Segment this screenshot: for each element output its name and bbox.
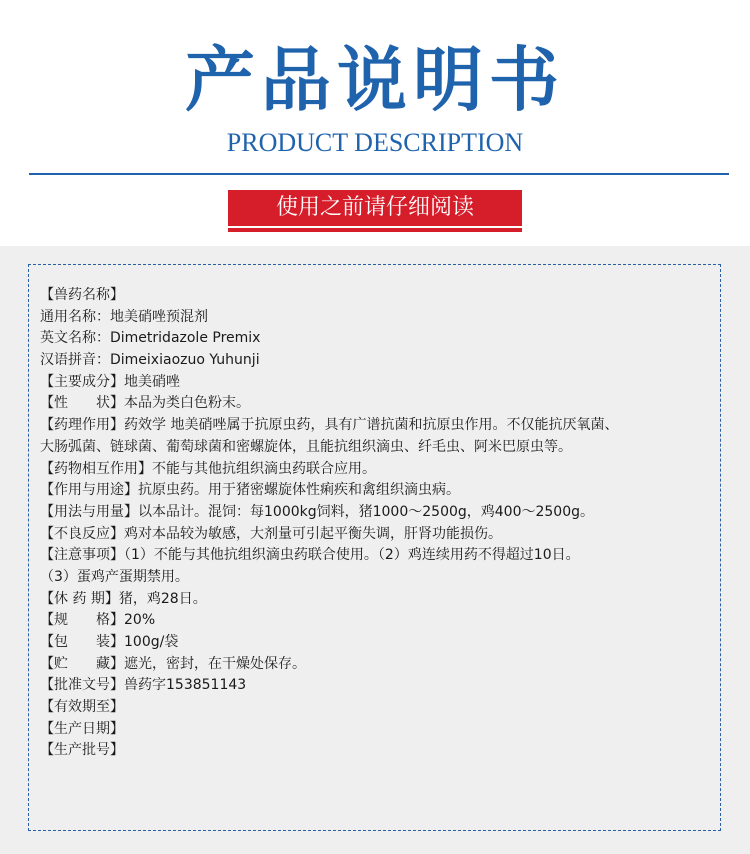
description-line: 【生产日期】 <box>40 720 124 737</box>
description-line: 【有效期至】 <box>40 699 124 716</box>
read-notice-banner: 使用之前请仔细阅读 <box>228 190 522 226</box>
description-text <box>40 285 746 762</box>
description-line: 通用名称：地美硝唑预混剂 <box>40 308 208 325</box>
description-line: 【药物相互作用】不能与其他抗组织滴虫药联合应用。 <box>40 460 376 477</box>
description-line: 大肠弧菌、链球菌、葡萄球菌和密螺旋体，且能抗组织滴虫、纤毛虫、阿米巴原虫等。 <box>40 438 572 455</box>
description-line: （3）蛋鸡产蛋期禁用。 <box>40 568 189 585</box>
description-line: 【生产批号】 <box>40 742 124 759</box>
description-line: 【注意事项】（1）不能与其他抗组织滴虫药联合使用。（2）鸡连续用药不得超过10日。 <box>40 547 580 564</box>
description-line: 【主要成分】地美硝唑 <box>40 373 180 390</box>
description-line: 【贮 藏】遮光，密封，在干燥处保存。 <box>40 655 306 672</box>
description-line: 【作用与用途】抗原虫药。用于猪密螺旋体性痢疾和禽组织滴虫病。 <box>40 482 460 499</box>
description-line: 【休 药 期】猪，鸡28日。 <box>40 590 207 607</box>
description-line: 【包 装】100g/袋 <box>40 634 179 650</box>
page-title: 产品说明书 <box>185 38 565 121</box>
description-line: 【用法与用量】以本品计。混饲：每1000kg饲料，猪1000～2500g，鸡400～2500g。 <box>40 503 595 520</box>
description-line: 【批准文号】兽药字153851143 <box>40 677 247 694</box>
description-line: 【不良反应】鸡对本品较为敏感，大剂量可引起平衡失调，肝肾功能损伤。 <box>40 525 502 542</box>
description-line: 【药理作用】药效学 地美硝唑属于抗原虫药，具有广谱抗菌和抗原虫作用。不仅能抗厌氧菌、 <box>40 417 619 434</box>
description-line: 【性 状】本品为类白色粉末。 <box>40 395 250 412</box>
description-line: 英文名称：Dimetridazole Premix <box>40 330 261 347</box>
description-line: 【规 格】20% <box>40 612 156 629</box>
header <box>0 0 750 246</box>
description-line: 汉语拼音：Dimeixiaozuo Yuhunji <box>40 352 260 369</box>
page-subtitle: PRODUCT DESCRIPTION <box>226 128 524 157</box>
description-line: 【兽药名称】 <box>40 287 124 303</box>
title-divider <box>29 173 729 175</box>
